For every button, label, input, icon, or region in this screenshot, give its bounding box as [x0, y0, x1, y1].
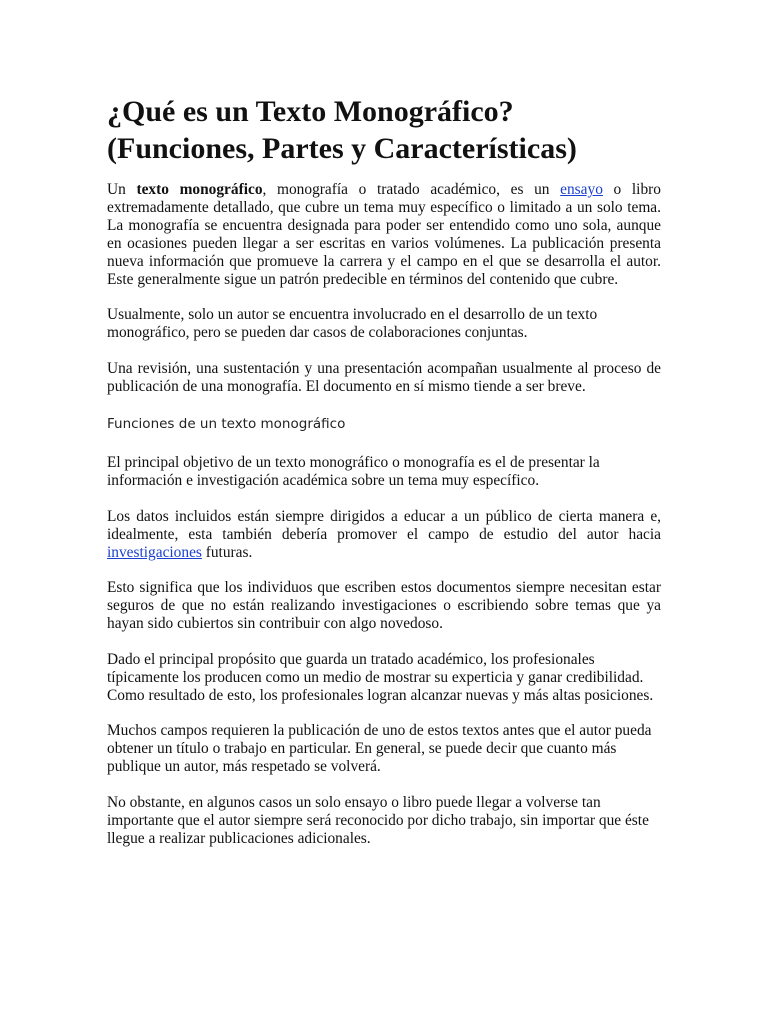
data-paragraph [107, 508, 661, 562]
significance-paragraph: Esto significa que los individuos que escriben estos documentos siempre necesitan estar seguros de que no están realizando investigaciones o escribiendo sobre temas que ya hayan sido cubiertos sin contribuir con algo novedoso. [107, 579, 661, 632]
review-paragraph: Una revisión, una sustentación y una presentación acompañan usualmente al proceso de publicación de una monografía. El documento en sí mismo tiende a ser breve. [107, 360, 661, 395]
intro-paragraph [107, 181, 661, 289]
page-title [107, 93, 667, 167]
intro-bold-term: texto monográfico [136, 181, 263, 198]
intro-text-c: o libro extremadamente detallado, que cubre un tema muy específico o limitado a un solo tema. La monografía se encuentra designada para poder ser entendido como uno sola, aunque en ocasiones pueden llegar a ser escritas en varios volúmenes. La publicación presenta nueva información que promueve la carrera y el campo en el que se desarrolla el autor. Este generalmente sigue un patrón predecible en términos del contenido que cubre. [107, 181, 661, 288]
title-line-2: (Funciones, Partes y Características) [107, 132, 577, 165]
intro-text-a: Un [107, 181, 137, 198]
purpose-paragraph: Dado el principal propósito que guarda un tratado académico, los profesionales típicamente los producen como un medio de mostrar su experticia y ganar credibilidad. Como resultado de esto, los profesionales logran alcanzar nuevas y más altas posiciones. [107, 651, 654, 704]
objective-paragraph: El principal objetivo de un texto monográfico o monografía es el de presentar la información e investigación académica sobre un tema muy específico. [107, 454, 600, 489]
investigaciones-link[interactable]: investigaciones [107, 544, 202, 561]
data-text-a: Los datos incluidos están siempre dirigidos a educar a un público de cierta manera e, idealmente, esta también debería promover el campo de estudio del autor hacia [107, 508, 661, 543]
ensayo-link[interactable]: ensayo [560, 181, 603, 198]
title-line-1: ¿Qué es un Texto Monográfico? [107, 95, 514, 128]
intro-text-b: , monografía o tratado académico, es un [262, 181, 561, 198]
authors-paragraph: Usualmente, solo un autor se encuentra involucrado en el desarrollo de un texto monográfico, pero se pueden dar casos de colaboraciones conjuntas. [107, 306, 598, 341]
data-text-b: futuras. [201, 544, 253, 561]
closing-paragraph: No obstante, en algunos casos un solo ensayo o libro puede llegar a volverse tan importante que el autor siempre será reconocido por dicho trabajo, sin importar que éste llegue a realizar publicaciones adicionales. [107, 794, 649, 847]
section-heading-funciones: Funciones de un texto monográfico [107, 416, 346, 432]
fields-paragraph: Muchos campos requieren la publicación de uno de estos textos antes que el autor pueda obtener un título o trabajo en particular. En general, se puede decir que cuanto más publique un autor, más respetado se volverá. [107, 722, 652, 775]
